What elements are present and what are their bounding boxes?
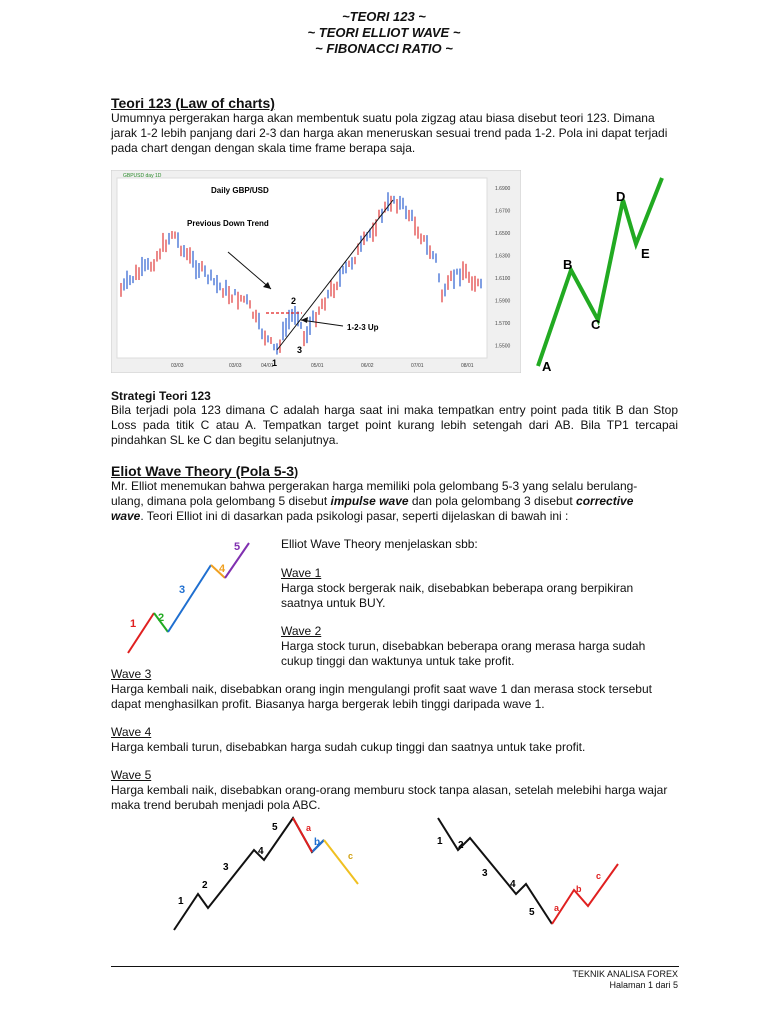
impulse-wave-term: impulse wave [330, 494, 409, 508]
x-tick-label: 08/01 [461, 363, 474, 369]
wave-4-title: Wave 4 [111, 725, 152, 739]
wave-label-5: 5 [234, 541, 241, 553]
wave-3-text: Harga kembali naik, disebabkan orang ingin mengulangi profit saat wave 1 dan merasa stock tersebut dapat menghasilkan profit. Biasanya harga bergerak lebih tinggi daripada wave 1. [111, 682, 652, 711]
wave-label-4: 4 [219, 563, 226, 575]
wave-2-title: Wave 2 [281, 624, 322, 638]
down-label-4: 4 [510, 879, 516, 890]
wave-label-1: 1 [130, 618, 137, 630]
elliot-title-text: Eliot Wave Theory (Pola 5-3 [111, 463, 295, 479]
elliot-para-c: . Teori Elliot ini di dasarkan pada psikologi pasar, seperti dijelaskan di bawah ini : [140, 509, 569, 523]
down-label-2: 2 [458, 840, 464, 851]
footer-line-2: Halaman 1 dari 5 [609, 980, 678, 990]
gbpusd-daily-chart [111, 170, 521, 373]
x-tick-label: 05/01 [311, 363, 324, 369]
zigzag-label-b: B [563, 257, 573, 272]
wave-3-title: Wave 3 [111, 667, 152, 681]
chart-legend: GBPUSD day 1D [123, 173, 162, 179]
point-label-3: 3 [297, 345, 303, 355]
elliot-para-b: dan pola gelombang 3 disebut [408, 494, 577, 508]
wave-5-text: Harga kembali naik, disebabkan orang-orang memburu stock tanpa alasan, setelah melebihi harga wajar maka trend berubah menjadi pola ABC. [111, 783, 668, 812]
footer-rule [111, 966, 679, 967]
wave-3-line [168, 565, 211, 632]
down-label-a: a [554, 903, 560, 913]
strategi-title: Strategi Teori 123 [111, 389, 211, 403]
abcde-zigzag-diagram [528, 172, 673, 374]
elliot-title-close: ) [294, 465, 299, 479]
elliot-up-abc-diagram [168, 812, 368, 937]
doc-title-line-2: ~ TEORI ELLIOT WAVE ~ [307, 25, 461, 40]
x-tick-label: 03/03 [229, 363, 242, 369]
zigzag-label-d: D [616, 189, 626, 204]
wave-label-3: 3 [179, 584, 186, 596]
corrective-wave-term: corrective wave [111, 494, 634, 523]
down-label-1: 1 [437, 836, 443, 847]
zigzag-label-a: A [542, 359, 552, 374]
elliot-paragraph [111, 479, 666, 524]
chart-title: Daily GBP/USD [211, 186, 269, 195]
up-label-2: 2 [202, 880, 208, 891]
wave-1-text: Harga stock bergerak naik, disebabkan beberapa orang berpikiran saatnya untuk BUY. [281, 581, 634, 610]
y-tick-label: 1.6100 [495, 276, 511, 282]
teori-123-paragraph: Umumnya pergerakan harga akan membentuk suatu pola zigzag atau biasa disebut teori 123. Dimana jarak 1-2 lebih panjang dari 2-3 dan harga akan meneruskan sesuai trend pada 1-2. Pola ini dapat terjadi pada chart dengan dengan skala time frame berapa saja. [111, 111, 668, 155]
strategi-paragraph: Bila terjadi pola 123 dimana C adalah harga saat ini maka tempatkan entry point pada titik B dan Stop Loss pada titik C atau A. Tempatkan target point kurang lebih setengah dari AB. Bila TP1 tercapai pindahkan SL ke C dan begitu selanjutnya. [111, 403, 678, 447]
x-tick-label: 06/02 [361, 363, 374, 369]
elliot-para-a: Mr. Elliot menemukan bahwa pergerakan harga memiliki pola gelombang 5-3 yang selalu berulang-ulang, dimana pola gelombang 5 disebut [111, 479, 638, 508]
up-label-1: 1 [178, 896, 184, 907]
y-tick-label: 1.6300 [495, 253, 511, 260]
wave-c-line [324, 840, 358, 884]
wave-2-text: Harga stock turun, disebabkan beberapa orang merasa harga sudah cukup tinggi dan waktunya untuk take profit. [281, 639, 646, 668]
point-label-1: 1 [272, 358, 278, 368]
doc-title-line-1: ~TEORI 123 ~ [342, 9, 426, 24]
zigzag-label-e: E [641, 246, 650, 261]
elliot-intro: Elliot Wave Theory menjelaskan sbb: [281, 537, 478, 551]
x-tick-label: 04/01 [261, 363, 274, 369]
up-label-a: a [306, 823, 312, 833]
point-label-2: 2 [291, 296, 297, 306]
y-tick-label: 1.5500 [495, 343, 511, 350]
zigzag-label-c: C [591, 317, 601, 332]
x-tick-label: 07/01 [411, 363, 424, 369]
x-tick-label: 03/03 [171, 363, 184, 369]
up-label-b: b [314, 837, 321, 848]
up-label-c: c [348, 851, 354, 861]
y-tick-label: 1.5900 [495, 298, 511, 305]
down-label-c: c [596, 871, 602, 881]
annotation-previous-down-trend: Previous Down Trend [187, 219, 269, 228]
y-tick-label: 1.6700 [495, 208, 511, 215]
y-tick-label: 1.6900 [495, 186, 511, 192]
annotation-1-2-3-up: 1-2-3 Up [347, 323, 379, 332]
y-tick-label: 1.5700 [495, 321, 511, 327]
correction-abc-line [552, 864, 618, 924]
down-label-5: 5 [529, 907, 535, 918]
wave-5-title: Wave 5 [111, 768, 152, 782]
section-title-teori-123: Teori 123 (Law of charts) [111, 95, 275, 111]
wave-4-text: Harga kembali turun, disebabkan harga sudah cukup tinggi dan saatnya untuk take profit. [111, 740, 586, 754]
y-tick-label: 1.6500 [495, 231, 511, 237]
doc-title-line-3: ~ FIBONACCI RATIO ~ [315, 41, 453, 56]
down-label-3: 3 [482, 868, 488, 879]
wave-1-title: Wave 1 [281, 566, 322, 580]
footer-line-1: TEKNIK ANALISA FOREX [572, 969, 678, 979]
elliot-down-abc-diagram [428, 812, 628, 937]
wave-label-2: 2 [158, 612, 165, 624]
down-label-b: b [576, 884, 582, 894]
impulse-down-line [438, 818, 552, 924]
up-label-3: 3 [223, 862, 229, 873]
elliot-five-wave-diagram [118, 535, 268, 660]
section-title-elliot-wave [111, 463, 298, 479]
zigzag-line [538, 178, 662, 366]
up-label-5: 5 [272, 822, 278, 833]
up-label-4: 4 [258, 846, 264, 857]
